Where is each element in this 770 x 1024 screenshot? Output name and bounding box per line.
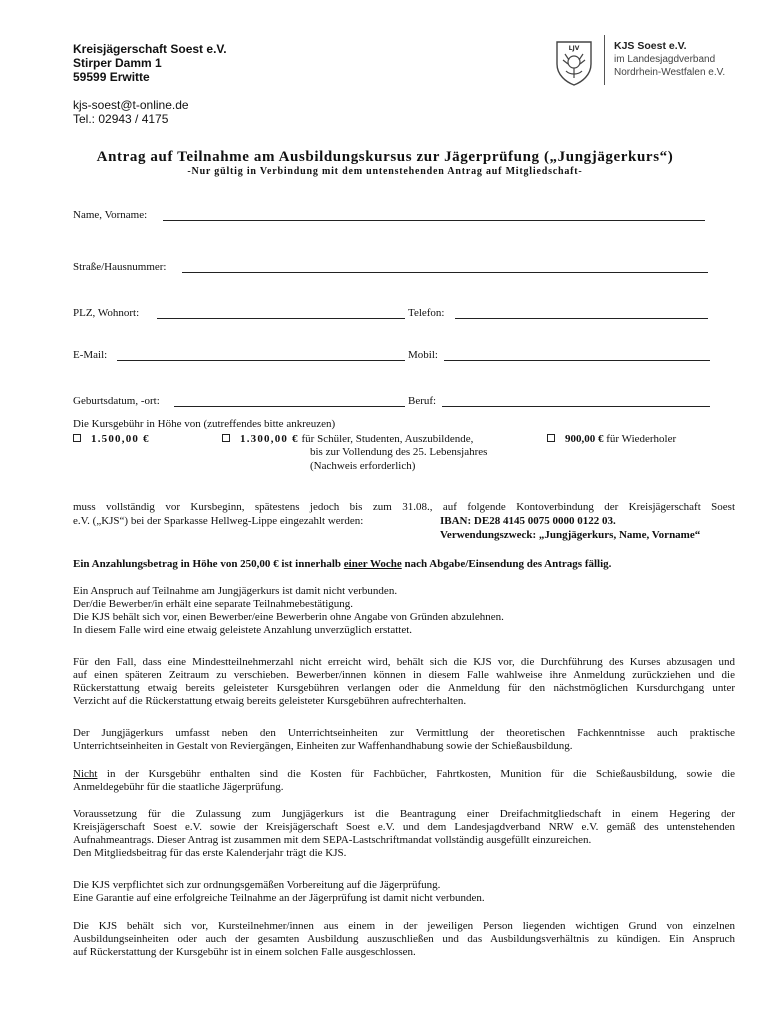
sender-street: Stirper Damm 1 [73,56,162,70]
street-label: Straße/Hausnummer: [73,261,167,273]
p2-line: auf einen späteren Zeitraum zu verschieben. Bewerber/innen können in diesem Falle wahlweise ihre Anmeldung zurückziehen und die [73,669,735,681]
paragraph-exclusion [73,920,735,959]
job-field[interactable] [442,406,710,407]
p3-line: Der Jungjägerkurs umfasst neben den Unterrichtseinheiten zur Vermittlung der theoretischen Fachkenntnisse auch praktische [73,727,735,739]
fee-option-2-line3: (Nachweis erforderlich) [310,460,416,472]
p4-nicht: Nicht [73,768,98,780]
p4-line1 [73,768,735,781]
logo-line1: KJS Soest e.V. [614,40,687,52]
paragraph-minimum-participants [73,656,735,708]
fee-option-1[interactable] [73,433,150,446]
payment-line2: e.V. („KJS“) bei der Sparkasse Hellweg-Lippe eingezahlt werden: [73,515,364,527]
logo-divider [604,35,605,85]
p5-line: Den Mitgliedsbeitrag für das erste Kalenderjahr trägt die KJS. [73,847,347,859]
sender-contact [73,98,189,126]
mobile-field[interactable] [444,360,710,361]
p7-line: auf Rückerstattung der Kursgebühr ist in einem solchen Falle ausgeschlossen. [73,946,416,958]
job-label: Beruf: [408,395,437,407]
logo-text [614,40,725,79]
deposit-deadline: einer Woche [343,558,402,570]
sender-city: 59599 Erwitte [73,70,150,84]
birth-field[interactable] [174,406,405,407]
payment-line1: muss vollständig vor Kursbeginn, spätestens jedoch bis zum 31.08., auf folgende Kontoverbindung der Kreisjägerschaft Soest [73,501,735,513]
p7-line: Die KJS behält sich vor, Kursteilnehmer/innen aus einem in der jeweiligen Person liegenden wichtigen Grund von einzelnen [73,920,735,932]
fee-option-2-text: für Schüler, Studenten, Auszubildende, [301,433,474,445]
fee-option-2-line2: bis zur Vollendung des 25. Lebensjahres [310,446,488,458]
p1-line: In diesem Falle wird eine etwaig geleistete Anzahlung unverzüglich erstattet. [73,624,413,636]
payment-iban: IBAN: DE28 4145 0075 0000 0122 03. [440,515,616,527]
fee-option-3-text: für Wiederholer [606,433,677,445]
logo-line3: Nordrhein-Westfalen e.V. [614,67,726,78]
mobile-label: Mobil: [408,349,438,361]
emblem-text: LJV [568,45,580,52]
page-subtitle: -Nur gültig in Verbindung mit dem untenstehenden Antrag auf Mitgliedschaft- [187,166,583,177]
p1-line: Die KJS behält sich vor, einen Bewerber/eine Bewerberin ohne Angabe von Gründen abzulehnen. [73,611,504,623]
p2-line: Rückerstattung etwaig bereits geleisteter Kursgebühren verlangen oder die Anmeldung für den nächstmöglichen Kursdurchgang unter [73,682,735,694]
birth-label: Geburtsdatum, -ort: [73,395,160,407]
p4-line1-text: in der Kursgebühr enthalten sind die Kosten für Fachbücher, Fahrtkosten, Munition für die Schießausbildung, sowie die [106,768,736,780]
fee-option-3-amount: 900,00 € [565,433,604,445]
paragraph-preparation [73,879,735,905]
fee-option-1-amount: 1.500,00 € [91,433,150,445]
p5-line: Kreisjägerschaft Soest e.V. sowie der Kreisjägerschaft Soest e.V. und dem Landesjagdverband NRW e.V. gemäß des untenstehenden [73,821,735,833]
zip-city-label: PLZ, Wohnort: [73,307,140,319]
p6-line: Die KJS verpflichtet sich zur ordnungsgemäßen Vorbereitung auf die Jägerprüfung. [73,879,441,891]
logo-line2: im Landesjagdverband [614,54,716,65]
street-field[interactable] [182,272,708,273]
paragraph-requirements [73,808,735,860]
page-title: Antrag auf Teilnahme am Ausbildungskursus zur Jägerprüfung („Jungjägerkurs“) [96,149,674,165]
phone-label: Telefon: [408,307,445,319]
ljv-emblem-icon [553,38,595,86]
p6-line: Eine Garantie auf eine erfolgreiche Teilnahme an der Jägerprüfung ist damit nicht verbunden. [73,892,485,904]
paragraph-excluded-costs [73,768,735,794]
deposit-part2: nach Abgabe/Einsendung des Antrags fällig. [404,558,612,570]
fee-option-2-checkbox[interactable] [222,434,230,442]
p2-line: Für den Fall, dass eine Mindestteilnehmerzahl nicht erreicht wird, behält sich die KJS vor, die Durchführung des Kurses abzusagen und [73,656,735,668]
paragraph-participation [73,585,735,637]
email-label: E-Mail: [73,349,108,361]
p3-line: Unterrichtseinheiten in Gestalt von Reviergängen, Einheiten zur Waffenhandhabung sowie der Schießausbildung. [73,740,573,752]
fee-option-2[interactable] [222,433,473,446]
phone-field[interactable] [455,318,708,319]
sender-phone: Tel.: 02943 / 4175 [73,112,169,126]
payment-purpose: Verwendungszweck: „Jungjägerkurs, Name, Vorname“ [440,529,701,541]
p5-line: Aufnahmeantrags. Dieser Antrag ist zusammen mit dem SEPA-Lastschriftmandat vollständig ausgefüllt einzureichen. [73,834,592,846]
sender-address [73,42,227,84]
fee-option-1-checkbox[interactable] [73,434,81,442]
p4-line2: Anmeldegebühr für die staatliche Jägerprüfung. [73,781,284,793]
name-field[interactable] [163,220,705,221]
name-label: Name, Vorname: [73,209,148,221]
zip-city-field[interactable] [157,318,405,319]
p2-line: Verzicht auf die Rückerstattung etwaig bereits geleisteter Kursgebühren aufrechterhalten. [73,695,467,707]
p5-line: Voraussetzung für die Zulassung zum Jungjägerkurs ist die Beantragung einer Dreifachmitgliedschaft in einem Hegering der [73,808,735,820]
p1-line: Der/die Bewerber/in erhält eine separate Teilnahmebestätigung. [73,598,354,610]
deposit-notice [73,558,611,571]
sender-email: kjs-soest@t-online.de [73,98,189,112]
p1-line: Ein Anspruch auf Teilnahme am Jungjägerkurs ist damit nicht verbunden. [73,585,398,597]
deposit-part1: Ein Anzahlungsbetrag in Höhe von 250,00 € ist innerhalb [73,558,342,570]
payment-block [73,501,735,514]
fee-option-3[interactable] [547,433,676,446]
fee-option-3-checkbox[interactable] [547,434,555,442]
fee-option-2-amount: 1.300,00 € [240,433,299,445]
sender-org: Kreisjägerschaft Soest e.V. [73,42,227,56]
fee-intro: Die Kursgebühr in Höhe von (zutreffendes bitte ankreuzen) [73,418,336,430]
paragraph-course-content [73,727,735,753]
email-field[interactable] [117,360,405,361]
p7-line: Ausbildungseinheiten oder auch der gesamten Ausbildung auszuschließen und das Ausbildungsverhältnis zu kündigen. Ein Anspruch [73,933,735,945]
